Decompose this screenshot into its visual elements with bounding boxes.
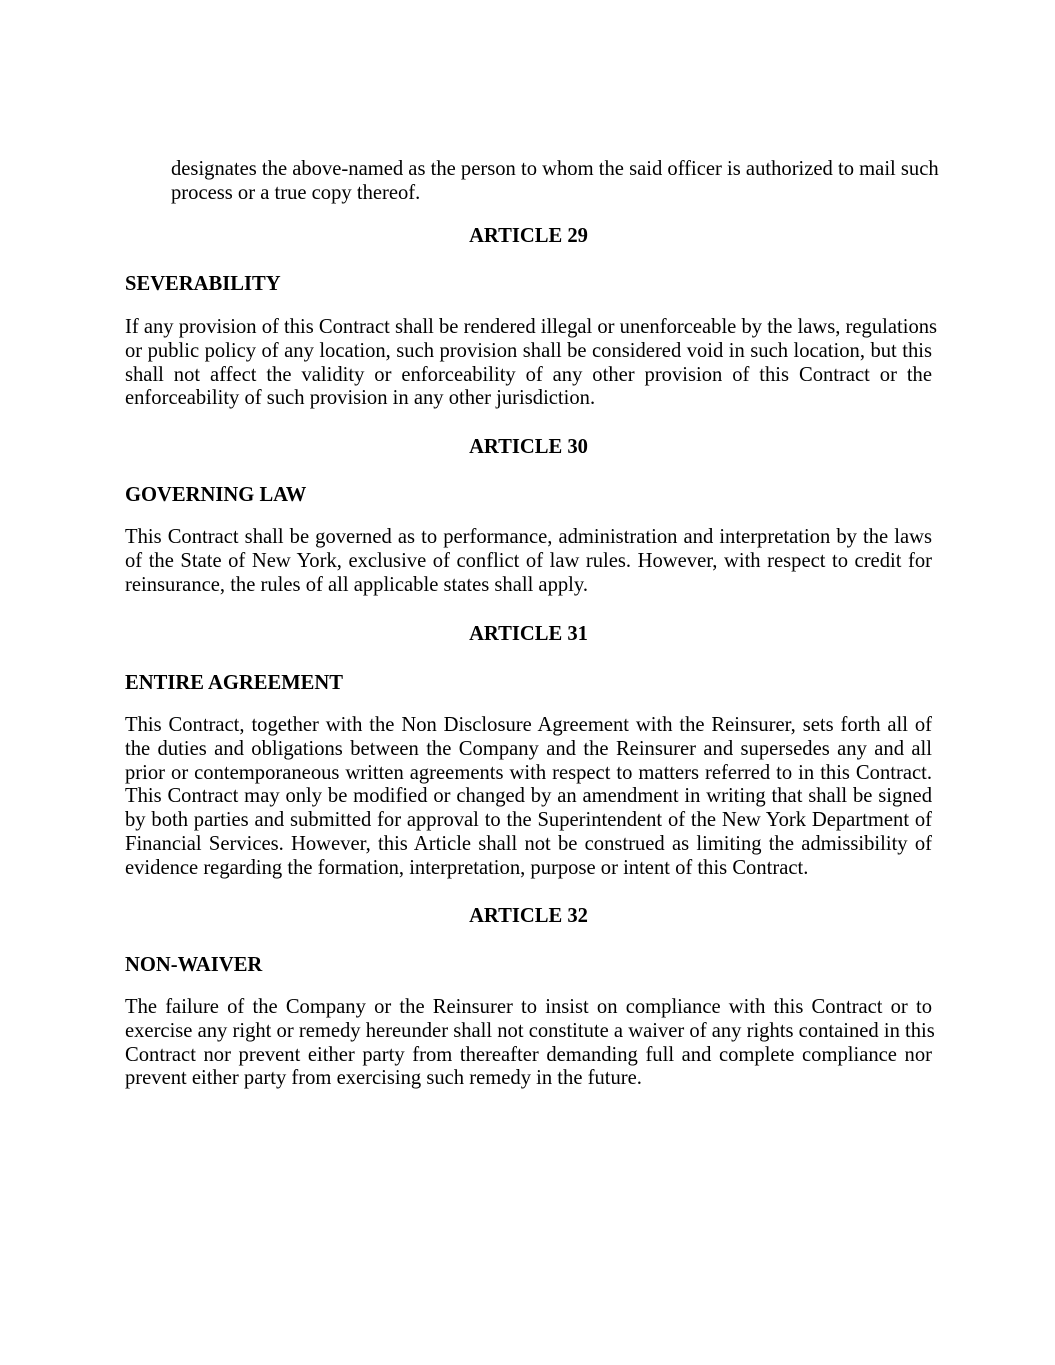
paragraph-line: Financial Services. However, this Article shall not be construed as limiting the admissibility of bbox=[125, 832, 932, 855]
paragraph-line: Contract nor prevent either party from thereafter demanding full and complete compliance nor bbox=[125, 1043, 932, 1066]
paragraph-line: shall not affect the validity or enforceability of any other provision of this Contract or the bbox=[125, 363, 932, 386]
article-title-heading: ENTIRE AGREEMENT bbox=[125, 672, 343, 694]
article-number-heading: ARTICLE 31 bbox=[469, 623, 588, 645]
article-title-heading: NON-WAIVER bbox=[125, 954, 263, 976]
article-number-heading: ARTICLE 29 bbox=[469, 225, 588, 247]
article-30-title bbox=[125, 484, 932, 508]
article-title-heading: GOVERNING LAW bbox=[125, 484, 307, 506]
paragraph-line: or public policy of any location, such provision shall be considered void in such location, but this bbox=[125, 339, 932, 362]
article-32-paragraph bbox=[125, 996, 935, 1091]
paragraph-line: prior or contemporaneous written agreements with respect to matters referred to in this Contract. bbox=[125, 761, 932, 784]
paragraph-line: enforceability of such provision in any other jurisdiction. bbox=[125, 387, 596, 410]
article-30-number bbox=[125, 436, 932, 460]
paragraph-line: evidence regarding the formation, interpretation, purpose or intent of this Contract. bbox=[125, 856, 809, 879]
paragraph-line: The failure of the Company or the Reinsurer to insist on compliance with this Contract or to bbox=[125, 996, 932, 1018]
paragraph-line: This Contract, together with the Non Disclosure Agreement with the Reinsurer, sets forth all of bbox=[125, 714, 932, 736]
paragraph-line: exercise any right or remedy hereunder shall not constitute a waiver of any rights contained in this bbox=[125, 1019, 935, 1042]
article-29-title bbox=[125, 273, 932, 297]
paragraph-line: the duties and obligations between the Company and the Reinsurer and supersedes any and all bbox=[125, 737, 932, 760]
article-29-number bbox=[125, 225, 932, 249]
article-31-title bbox=[125, 672, 932, 696]
paragraph-line: If any provision of this Contract shall be rendered illegal or unenforceable by the laws, regulations bbox=[125, 316, 938, 338]
article-31-paragraph bbox=[125, 714, 932, 881]
paragraph-line: prevent either party from exercising such remedy in the future. bbox=[125, 1067, 642, 1090]
paragraph-line: reinsurance, the rules of all applicable states shall apply. bbox=[125, 573, 588, 596]
intro-paragraph bbox=[171, 158, 939, 206]
paragraph-line: process or a true copy thereof. bbox=[171, 181, 421, 204]
paragraph-line: This Contract shall be governed as to performance, administration and interpretation by the laws bbox=[125, 526, 932, 548]
paragraph-line: This Contract may only be modified or changed by an amendment in writing that shall be signed bbox=[125, 785, 932, 808]
article-title-heading: SEVERABILITY bbox=[125, 273, 281, 295]
article-number-heading: ARTICLE 32 bbox=[469, 905, 588, 927]
article-32-number bbox=[125, 905, 932, 929]
paragraph-line: designates the above-named as the person to whom the said officer is authorized to mail such bbox=[171, 158, 939, 180]
article-number-heading: ARTICLE 30 bbox=[469, 436, 588, 458]
paragraph-line: of the State of New York, exclusive of conflict of law rules. However, with respect to credit for bbox=[125, 549, 932, 572]
paragraph-line: by both parties and submitted for approval to the Superintendent of the New York Department of bbox=[125, 809, 932, 832]
article-31-number bbox=[125, 623, 932, 647]
article-29-paragraph bbox=[125, 316, 938, 411]
article-30-paragraph bbox=[125, 526, 932, 597]
article-32-title bbox=[125, 954, 932, 978]
